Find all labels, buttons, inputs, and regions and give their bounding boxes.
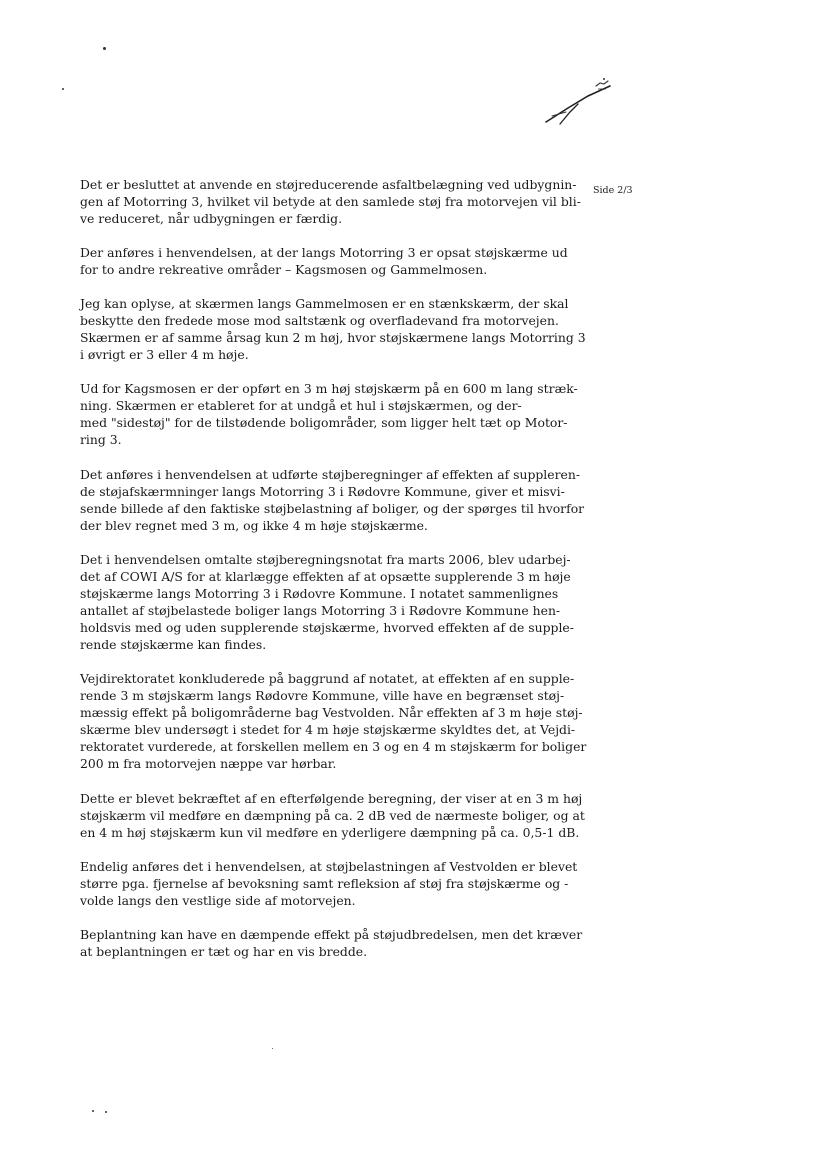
signature-mark <box>538 72 618 132</box>
scan-speck <box>92 1110 94 1112</box>
text-line: Det i henvendelsen omtalte støjberegningsnotat fra marts 2006, blev udarbej- <box>80 552 571 567</box>
text-line: ning. Skærmen er etableret for at undgå et hul i støjskærmen, og der- <box>80 398 522 413</box>
text-line: 200 m fra motorvejen næppe var hørbar. <box>80 756 337 771</box>
text-line: gen af Motorring 3, hvilket vil betyde at den samlede støj fra motorvejen vil bli- <box>80 194 581 209</box>
paragraph <box>80 790 585 841</box>
text-line: der blev regnet med 3 m, og ikke 4 m høje støjskærme. <box>80 518 428 533</box>
text-line: volde langs den vestlige side af motorvejen. <box>80 893 356 908</box>
text-line: ve reduceret, når udbygningen er færdig. <box>80 211 343 226</box>
text-line: sende billede af den faktiske støjbelastning af boliger, og der spørges til hvorfor <box>80 501 585 516</box>
paragraph <box>80 176 581 227</box>
scan-speck <box>103 47 106 50</box>
text-line: Det er besluttet at anvende en støjreducerende asfaltbelægning ved udbygnin- <box>80 177 577 192</box>
text-line: det af COWI A/S for at klarlægge effekten af at opsætte supplerende 3 m høje <box>80 569 571 584</box>
text-line: holdsvis med og uden supplerende støjskærme, hvorved effekten af de supple- <box>80 620 574 635</box>
text-line: støjskærm vil medføre en dæmpning på ca. 2 dB ved de nærmeste boliger, og at <box>80 808 585 823</box>
text-line: rende støjskærme kan findes. <box>80 637 267 652</box>
text-line: Ud for Kagsmosen er der opført en 3 m høj støjskærm på en 600 m lang stræk- <box>80 381 578 396</box>
text-line: Det anføres i henvendelsen at udførte støjberegninger af effekten af suppleren- <box>80 467 581 482</box>
text-line: Jeg kan oplyse, at skærmen langs Gammelmosen er en stænkskærm, der skal <box>80 296 569 311</box>
paragraph <box>80 551 574 653</box>
text-line: ring 3. <box>80 432 122 447</box>
text-line: støjskærme langs Motorring 3 i Rødovre Kommune. I notatet sammenlignes <box>80 586 559 601</box>
text-line: i øvrigt er 3 eller 4 m høje. <box>80 347 249 362</box>
text-line: Der anføres i henvendelsen, at der langs Motorring 3 er opsat støjskærme ud <box>80 245 568 260</box>
text-line: Beplantning kan have en dæmpende effekt på støjudbredelsen, men det kræver <box>80 927 583 942</box>
text-line: antallet af støjbelastede boliger langs Motorring 3 i Rødovre Kommune hen- <box>80 603 561 618</box>
text-line: at beplantningen er tæt og har en vis bredde. <box>80 944 368 959</box>
scan-speck <box>105 1111 107 1113</box>
paragraph <box>80 670 587 772</box>
paragraph <box>80 466 585 534</box>
paragraph <box>80 926 583 960</box>
text-line: Vejdirektoratet konkluderede på baggrund af notatet, at effekten af en supple- <box>80 671 575 686</box>
text-line: for to andre rekreative områder – Kagsmosen og Gammelmosen. <box>80 262 488 277</box>
text-line: mæssig effekt på boligområderne bag Vestvolden. Når effekten af 3 m høje støj- <box>80 705 583 720</box>
text-line: rektoratet vurderede, at forskellen mellem en 3 og en 4 m støjskærm for boliger <box>80 739 587 754</box>
text-line: Skærmen er af samme årsag kun 2 m høj, hvor støjskærmene langs Motorring 3 <box>80 330 586 345</box>
paragraph <box>80 380 578 448</box>
text-line: med "sidestøj" for de tilstødende boligområder, som ligger helt tæt op Motor- <box>80 415 568 430</box>
scan-speck <box>62 88 64 90</box>
page-number: Side 2/3 <box>593 185 633 196</box>
scan-speck <box>272 1048 273 1049</box>
paragraph <box>80 295 586 363</box>
paragraph <box>80 244 570 278</box>
text-line: Endelig anføres det i henvendelsen, at støjbelastningen af Vestvolden er blevet <box>80 859 578 874</box>
text-line: en 4 m høj støjskærm kun vil medføre en yderligere dæmpning på ca. 0,5-1 dB. <box>80 825 580 840</box>
text-line: de støjafskærmninger langs Motorring 3 i Rødovre Kommune, giver et misvi- <box>80 484 565 499</box>
letter-body <box>80 176 587 960</box>
paragraph <box>80 858 578 909</box>
text-line: Dette er blevet bekræftet af en efterfølgende beregning, der viser at en 3 m høj <box>80 791 583 806</box>
text-line: rende 3 m støjskærm langs Rødovre Kommune, ville have en begrænset støj- <box>80 688 565 703</box>
text-line: større pga. fjernelse af bevoksning samt refleksion af støj fra støjskærme og - <box>80 876 569 891</box>
text-line: beskytte den fredede mose mod saltstænk og overfladevand fra motorvejen. <box>80 313 559 328</box>
text-line: skærme blev undersøgt i stedet for 4 m høje støjskærme skyldtes det, at Vejdi- <box>80 722 576 737</box>
